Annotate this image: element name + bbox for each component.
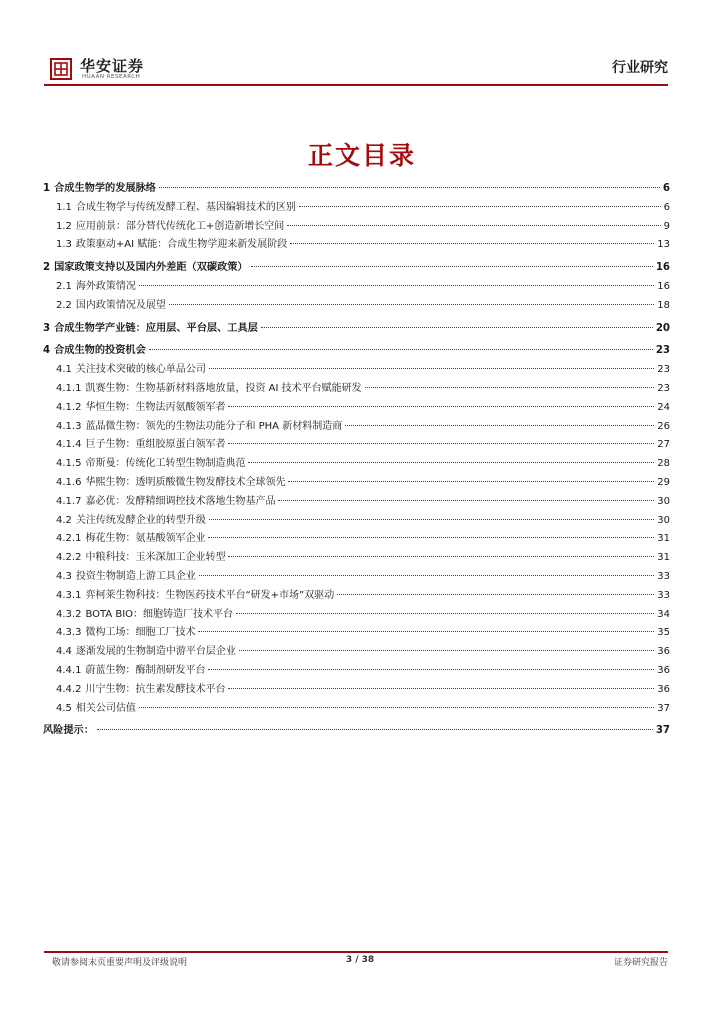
toc-entry-page: 30 xyxy=(657,514,670,526)
table-of-contents xyxy=(43,179,670,740)
toc-entry[interactable] xyxy=(43,198,670,217)
toc-entry-page: 16 xyxy=(655,262,670,274)
toc-entry-number: 4.3.2 xyxy=(56,608,82,620)
toc-entry-page: 28 xyxy=(657,458,670,470)
toc-entry[interactable] xyxy=(43,605,670,624)
toc-entry-page: 37 xyxy=(655,725,670,737)
toc-entry-number: 4.4 xyxy=(56,646,72,658)
toc-entry-title: 弈柯莱生物科技：生物医药技术平台“研发+市场”双驱动 xyxy=(85,589,335,601)
toc-entry-title: 政策驱动+AI 赋能：合成生物学迎来新发展阶段 xyxy=(75,239,288,251)
toc-entry-number: 4.1.1 xyxy=(56,382,82,394)
toc-entry-page: 33 xyxy=(657,589,670,601)
toc-dot-leader xyxy=(199,575,654,576)
toc-title: 正文目录 xyxy=(307,141,416,170)
toc-entry-title: 合成生物的投资机会 xyxy=(54,345,146,357)
toc-entry-title: 关注技术突破的核心单品公司 xyxy=(75,364,206,376)
toc-entry-page: 23 xyxy=(657,364,670,376)
toc-entry-title: 蓝晶微生物：领先的生物法功能分子和 PHA 新材料制造商 xyxy=(85,420,343,432)
toc-entry-number: 4.4.2 xyxy=(56,683,82,695)
toc-entry-page: 36 xyxy=(657,646,670,658)
toc-entry-title: 中粮科技：玉米深加工企业转型 xyxy=(85,552,226,564)
page-indicator: 3 / 38 xyxy=(345,955,375,965)
toc-entry-title: 凯赛生物：生物基新材料落地放量，投资 AI 技术平台赋能研发 xyxy=(85,382,362,394)
toc-dot-leader xyxy=(209,368,654,369)
toc-dot-leader xyxy=(149,349,653,350)
toc-entry-title: 国内政策情况及展望 xyxy=(75,299,166,311)
page-footer xyxy=(52,955,668,969)
toc-entry-title: 合成生物学产业链：应用层、平台层、工具层 xyxy=(54,322,258,334)
toc-entry-number: 1.2 xyxy=(56,220,72,232)
toc-dot-leader xyxy=(228,688,654,689)
toc-entry[interactable] xyxy=(43,258,670,277)
toc-entry-page: 36 xyxy=(657,683,670,695)
toc-entry[interactable] xyxy=(43,398,670,417)
toc-entry[interactable] xyxy=(43,642,670,661)
toc-entry-number: 4.1.6 xyxy=(56,476,82,488)
toc-entry[interactable] xyxy=(43,454,670,473)
toc-entry-title: 合成生物学与传统发酵工程、基因编辑技术的区别 xyxy=(75,201,296,213)
toc-entry-number: 4.2.2 xyxy=(56,552,82,564)
toc-entry-number: 1.3 xyxy=(56,239,72,251)
header-divider xyxy=(44,84,668,86)
toc-entry-number: 2.2 xyxy=(56,299,72,311)
toc-entry-title: 海外政策情况 xyxy=(75,280,136,292)
toc-entry[interactable] xyxy=(43,435,670,454)
toc-entry-page: 6 xyxy=(662,183,670,194)
toc-entry[interactable] xyxy=(43,277,670,296)
toc-entry-number: 3 xyxy=(43,322,51,334)
toc-entry-title: 关注传统发酵企业的转型升级 xyxy=(75,514,206,526)
toc-entry[interactable] xyxy=(43,235,670,254)
report-category: 行业研究 xyxy=(612,60,668,76)
toc-entry-number: 4.1.2 xyxy=(56,401,82,413)
toc-entry-page: 20 xyxy=(655,322,670,334)
toc-entry-number: 4.2.1 xyxy=(56,533,82,545)
toc-entry-title: BOTA BIO：细胞铸造厂技术平台 xyxy=(85,608,234,620)
toc-entry-number: 4.1 xyxy=(56,364,72,376)
toc-dot-leader xyxy=(97,729,653,730)
toc-entry[interactable] xyxy=(43,548,670,567)
toc-entry[interactable] xyxy=(43,217,670,236)
toc-dot-leader xyxy=(236,613,654,614)
toc-entry-title: 嘉必优：发酵精细调控技术落地生物基产品 xyxy=(85,495,276,507)
toc-entry-title: 逐渐发展的生物制造中游平台层企业 xyxy=(75,646,236,658)
toc-entry-title: 巨子生物：重组胶原蛋白领军者 xyxy=(85,439,226,451)
toc-entry-number: 4.2 xyxy=(56,514,72,526)
toc-dot-leader xyxy=(209,519,654,520)
toc-dot-leader xyxy=(251,266,653,267)
toc-dot-leader xyxy=(208,537,654,538)
toc-entry-title: 华恒生物：生物法丙氨酸领军者 xyxy=(85,401,226,413)
toc-entry-page: 35 xyxy=(657,627,670,639)
toc-dot-leader xyxy=(278,500,654,501)
toc-dot-leader xyxy=(169,304,654,305)
toc-dot-leader xyxy=(337,594,654,595)
toc-entry-title: 风险提示： xyxy=(43,725,94,737)
toc-entry-number: 4.5 xyxy=(56,702,72,714)
toc-entry-page: 31 xyxy=(657,552,670,564)
report-type: 证券研究报告 xyxy=(613,958,668,968)
toc-entry[interactable] xyxy=(43,623,670,642)
toc-entry-title: 国家政策支持以及国内外差距（双碳政策） xyxy=(54,262,248,274)
toc-entry-page: 13 xyxy=(657,239,670,251)
toc-entry-number: 4 xyxy=(43,345,51,357)
toc-entry[interactable] xyxy=(43,567,670,586)
toc-entry-number: 4.1.4 xyxy=(56,439,82,451)
disclaimer-note: 敬请参阅末页重要声明及评级说明 xyxy=(52,958,188,968)
toc-entry-title: 川宁生物：抗生素发酵技术平台 xyxy=(85,683,226,695)
toc-entry[interactable] xyxy=(43,492,670,511)
logo-subtitle: HUAAN RESEARCH xyxy=(82,74,141,80)
toc-dot-leader xyxy=(139,707,654,708)
toc-dot-leader xyxy=(228,443,654,444)
toc-dot-leader xyxy=(288,481,654,482)
toc-entry-page: 27 xyxy=(657,439,670,451)
toc-entry-title: 相关公司估值 xyxy=(75,702,136,714)
toc-entry-page: 30 xyxy=(657,495,670,507)
toc-entry-page: 9 xyxy=(663,220,670,232)
toc-entry-title: 应用前景：部分替代传统化工+创造新增长空间 xyxy=(75,220,285,232)
toc-dot-leader xyxy=(248,462,654,463)
toc-entry[interactable] xyxy=(43,296,670,315)
toc-dot-leader xyxy=(198,631,654,632)
toc-entry[interactable] xyxy=(43,680,670,699)
toc-entry[interactable] xyxy=(43,511,670,530)
toc-entry[interactable] xyxy=(43,179,670,198)
toc-entry-number: 4.1.3 xyxy=(56,420,82,432)
toc-entry[interactable] xyxy=(43,721,670,740)
toc-entry-number: 4.3 xyxy=(56,570,72,582)
toc-entry[interactable] xyxy=(43,661,670,680)
toc-entry-page: 37 xyxy=(657,702,670,714)
toc-entry[interactable] xyxy=(43,360,670,379)
toc-entry-page: 18 xyxy=(657,299,670,311)
toc-dot-leader xyxy=(287,225,660,226)
toc-dot-leader xyxy=(365,387,655,388)
toc-entry[interactable] xyxy=(43,341,670,360)
toc-entry-title: 微构工场：细胞工厂技术 xyxy=(85,627,196,639)
toc-dot-leader xyxy=(239,650,654,651)
huaan-logo-icon xyxy=(50,58,72,80)
toc-entry-page: 29 xyxy=(657,476,670,488)
toc-dot-leader xyxy=(228,406,654,407)
toc-dot-leader xyxy=(261,327,653,328)
toc-entry-number: 4.3.1 xyxy=(56,589,82,601)
toc-entry-title: 投资生物制造上游工具企业 xyxy=(75,570,196,582)
toc-dot-leader xyxy=(159,187,660,188)
toc-entry-page: 31 xyxy=(657,533,670,545)
toc-entry-page: 16 xyxy=(657,280,670,292)
toc-entry-title: 合成生物学的发展脉络 xyxy=(54,183,156,194)
toc-entry-title: 华熙生物：透明质酸微生物发酵技术全球领先 xyxy=(85,476,286,488)
toc-entry-page: 6 xyxy=(663,201,670,213)
toc-entry[interactable] xyxy=(43,699,670,718)
toc-dot-leader xyxy=(139,285,654,286)
toc-dot-leader xyxy=(208,669,654,670)
toc-entry-number: 1.1 xyxy=(56,201,72,213)
toc-entry-title: 蔚蓝生物：酶制剂研发平台 xyxy=(85,664,206,676)
toc-entry-number: 4.1.7 xyxy=(56,495,82,507)
toc-entry-number: 1 xyxy=(43,183,51,194)
toc-entry-page: 23 xyxy=(657,382,670,394)
page-header xyxy=(44,52,668,84)
toc-entry-page: 23 xyxy=(655,345,670,357)
toc-entry[interactable] xyxy=(43,529,670,548)
toc-entry-title: 帝斯曼：传统化工转型生物制造典范 xyxy=(85,458,246,470)
toc-entry-page: 33 xyxy=(657,570,670,582)
toc-entry[interactable] xyxy=(43,319,670,338)
toc-dot-leader xyxy=(299,206,661,207)
toc-entry-page: 24 xyxy=(657,401,670,413)
toc-entry[interactable] xyxy=(43,586,670,605)
toc-dot-leader xyxy=(228,556,654,557)
toc-entry-number: 4.1.5 xyxy=(56,458,82,470)
toc-entry[interactable] xyxy=(43,379,670,398)
toc-dot-leader xyxy=(345,425,654,426)
toc-entry[interactable] xyxy=(43,417,670,436)
toc-entry[interactable] xyxy=(43,473,670,492)
logo-text: 华安证券 xyxy=(80,57,145,75)
toc-entry-number: 2 xyxy=(43,262,51,274)
footer-divider xyxy=(44,951,668,953)
toc-entry-number: 4.4.1 xyxy=(56,664,82,676)
toc-entry-page: 34 xyxy=(657,608,670,620)
toc-entry-number: 2.1 xyxy=(56,280,72,292)
toc-dot-leader xyxy=(290,243,654,244)
toc-entry-page: 26 xyxy=(657,420,670,432)
toc-entry-number: 4.3.3 xyxy=(56,627,82,639)
toc-entry-page: 36 xyxy=(657,664,670,676)
toc-entry-title: 梅花生物：氨基酸领军企业 xyxy=(85,533,206,545)
